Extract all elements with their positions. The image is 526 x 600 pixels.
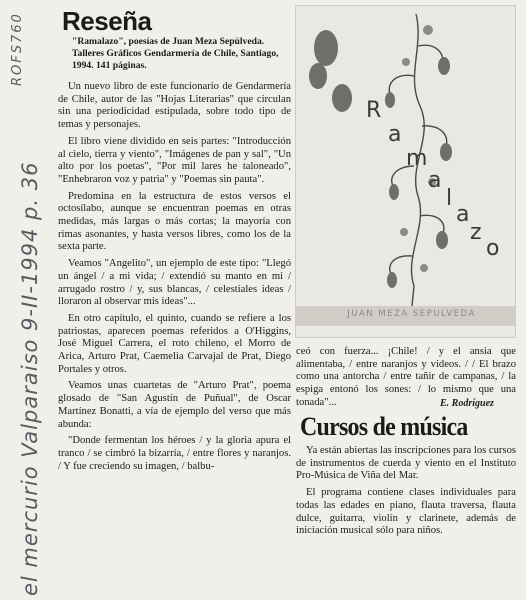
cover-title-letter: o	[486, 236, 500, 261]
review-signature: E. Rodríguez	[440, 398, 494, 409]
review-paragraph: "Donde fermentan los héroes / y la gloria apura el tranco / se cimbró la bizarría, / entre flores y naranjos. / Y fue creciendo su imagen, / balbu-	[58, 435, 291, 472]
review-title: Reseña	[62, 6, 152, 36]
archive-code: ROFS760	[10, 12, 25, 86]
cover-title-letter: a	[428, 168, 442, 193]
book-cover-title	[296, 6, 517, 339]
review-paragraph: ceó con fuerza... ¡Chile! / y el ansia que alimentaba, / entre naranjos y videos. / / El brazo como una antorcha / entre tañir de campanas, / la espiga entonó los sones: / lo mismo que una tonada"...	[296, 346, 516, 408]
review-paragraph: Veamos "Angelito", un ejemplo de este tipo: "Llegó un ángel / a mi vida; / extendió su manto en mi / arrugado rostro / y, sus blancas, / celestiales ideas / lloraron al observar mis ideas"...	[58, 258, 291, 308]
courses-paragraph: Ya están abiertas las inscripciones para los cursos de instrumentos de cuerda y viento en el Instituto Pro-Música de Viña del Mar.	[296, 445, 516, 482]
cover-title-letter: a	[388, 122, 402, 147]
courses-heading: Cursos de música	[300, 412, 468, 441]
review-paragraph: Veamos unas cuartetas de "Arturo Prat", poema glosado de "San Agustín de Puñual", de Oscar Martínez Bonatti, a vía de ejemplo del verso que más abunda:	[58, 380, 291, 430]
handwritten-margin	[0, 0, 46, 600]
cover-title-letter: l	[446, 186, 453, 211]
book-cover-illustration	[295, 5, 516, 338]
cover-title-letter: m	[406, 146, 428, 171]
review-paragraph: En otro capítulo, el quinto, cuando se refiere a los patriostas, aparecen poemas referidos a O'Higgins, José Miguel Carrera, el roto chileno, el Morro de Arica, Arturo Prat, Caemelia Carvajal de Prat, Diego Portales y otros.	[58, 312, 291, 375]
handwritten-source-date: el mercurio Valparaiso 9-II-1994 p. 36	[18, 161, 42, 596]
review-paragraph: Un nuevo libro de este funcionario de Gendarmería de Chile, autor de las "Hojas Literarias" que circulan sin una periodicidad estipulada, sobre todo tipo de temas y personajes.	[58, 81, 291, 131]
courses-paragraph: El programa contiene clases individuales para todas las edades en piano, flauta traversa, flauta dulce, guitarra, violín y clarinete, además de iniciación musical sólo para niños.	[296, 487, 516, 537]
book-bibliography: "Ramalazo", poesías de Juan Meza Sepúlveda. Talleres Gráficos Gendarmería de Chile, Santiago, 1994. 141 páginas.	[72, 36, 279, 71]
review-column-1	[58, 81, 291, 477]
review-paragraph: El libro viene dividido en seis partes: "Introducción al cielo, tierra y viento", "Imágenes de pan y sal", "Un alto por los poetas", "Por mil lares he taloneado", "Enhebraron voz y patria" y "Poemas sin pauta".	[58, 135, 291, 185]
review-paragraph: Predomina en la estructura de estos versos el octosílabo, aunque se encuentran poemas en otras medidas, más largas o más cortas; la mayoría con rimas asonantes, y hasta versos libres, como los de la sexta parte.	[58, 190, 291, 253]
cover-title-letter: R	[366, 98, 382, 123]
cover-title-letter: a	[456, 202, 470, 227]
courses-column	[296, 445, 516, 542]
cover-author: JUAN MEZA SEPULVEDA	[347, 309, 476, 319]
cover-title-letter: z	[470, 220, 482, 245]
